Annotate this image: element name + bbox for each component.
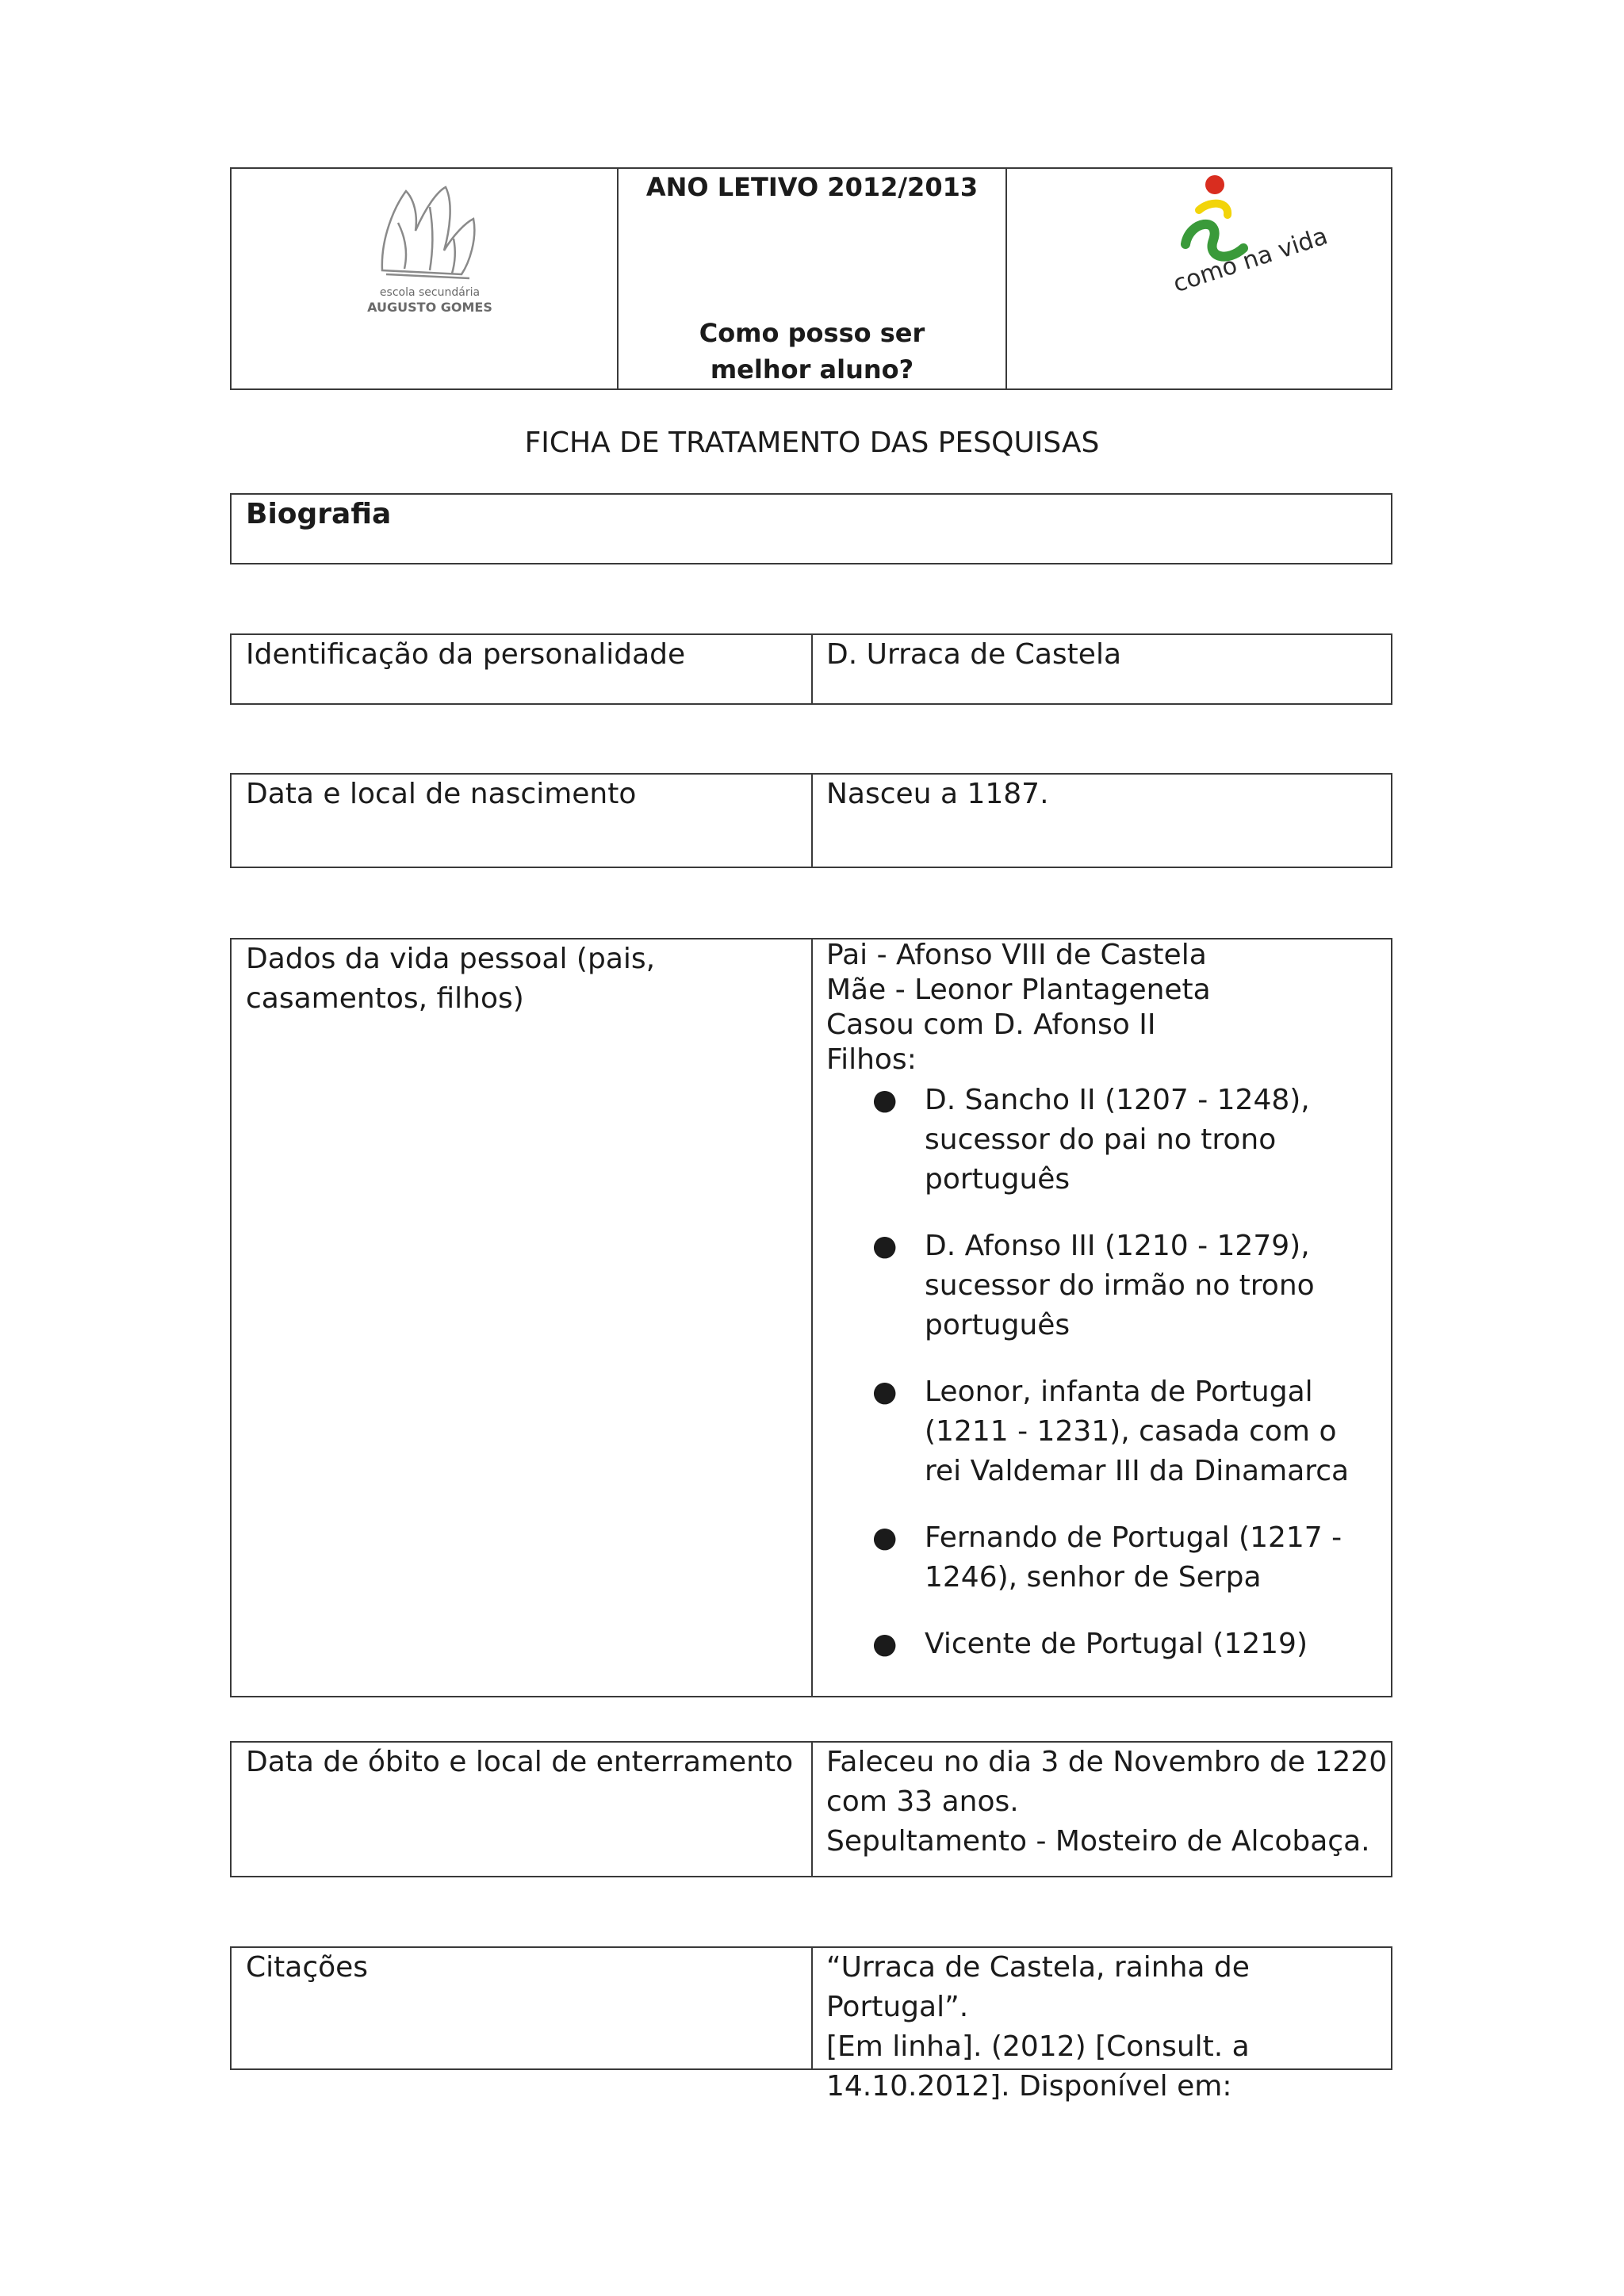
header-table [230,167,1392,390]
burial-line: Sepultamento - Mosteiro de Alcobaça. [826,1825,1370,1858]
list-item [826,1518,1373,1598]
label-obito: Data de óbito e local de enterramento [246,1746,794,1778]
value-nascimento: Nasceu a 1187. [826,778,1049,810]
bullet-icon: ● [872,1376,898,1408]
label-citacoes: Citações [246,1951,369,1984]
school-logo-line2: AUGUSTO GOMES [367,300,492,315]
bullet-icon: ● [872,1521,898,1554]
child-text: Leonor, infanta de Portugal (1211 - 1231), casada com o rei Valdemar III da Dinamarca [925,1376,1350,1487]
bullet-icon: ● [872,1628,898,1660]
row-citacoes [230,1946,1392,2103]
header-middle-cell [619,169,1005,388]
row-vida-pessoal [230,938,1392,1697]
list-item [826,1226,1373,1345]
death-date-line: Faleceu no dia 3 de Novembro de 1220 [826,1746,1388,1778]
school-logo-line1: escola secundária [379,286,481,299]
child-text: Fernando de Portugal (1217 - 1246), senhor de Serpa [925,1521,1342,1594]
father-line: Pai - Afonso VIII de Castela [826,939,1207,971]
value-vida-pessoal [826,938,1373,1691]
bullet-icon: ● [872,1230,898,1262]
citation-line: 14.10.2012]. Disponível em: [826,2070,1232,2103]
value-identificacao: D. Urraca de Castela [826,638,1122,671]
como-na-vida-logo-icon [1134,169,1331,327]
list-item [826,1624,1373,1664]
death-age-line: com 33 anos. [826,1785,1019,1818]
marriage-line: Casou com D. Afonso II [826,1008,1156,1041]
child-text: D. Afonso III (1210 - 1279), sucessor do irmão no trono português [925,1230,1315,1341]
row-identificacao [230,633,1392,705]
como-na-vida-logo [1007,169,1392,388]
list-item [826,1081,1373,1200]
citation-line: “Urraca de Castela, rainha de Portugal”. [826,1951,1250,2023]
school-logo-icon [350,175,509,334]
mother-line: Mãe - Leonor Plantageneta [826,974,1211,1006]
row-obito [230,1741,1392,1877]
label-identificacao: Identificação da personalidade [246,638,686,671]
citation-line: [Em linha]. (2012) [Consult. a [826,2030,1250,2063]
row-nascimento [230,773,1392,868]
header-question: Como posso ser melhor aluno? [699,318,925,385]
page-title: FICHA DE TRATAMENTO DAS PESQUISAS [524,427,1100,459]
school-year: ANO LETIVO 2012/2013 [645,172,979,202]
child-text: Vicente de Portugal (1219) [925,1628,1308,1660]
children-heading: Filhos: [826,1043,917,1076]
school-logo [232,169,617,388]
section-heading-box [230,493,1392,564]
label-nascimento: Data e local de nascimento [246,778,637,810]
value-citacoes [826,1948,1391,2107]
children-list [826,1081,1373,1664]
section-heading: Biografia [246,498,392,530]
value-obito [826,1743,1387,1862]
list-item [826,1372,1373,1491]
como-na-vida-text: como na vida [1170,222,1331,299]
bullet-icon: ● [872,1084,898,1116]
label-vida-pessoal: Dados da vida pessoal (pais, casamentos, filhos) [246,943,656,1015]
child-text: D. Sancho II (1207 - 1248), sucessor do pai no trono português [925,1084,1310,1196]
